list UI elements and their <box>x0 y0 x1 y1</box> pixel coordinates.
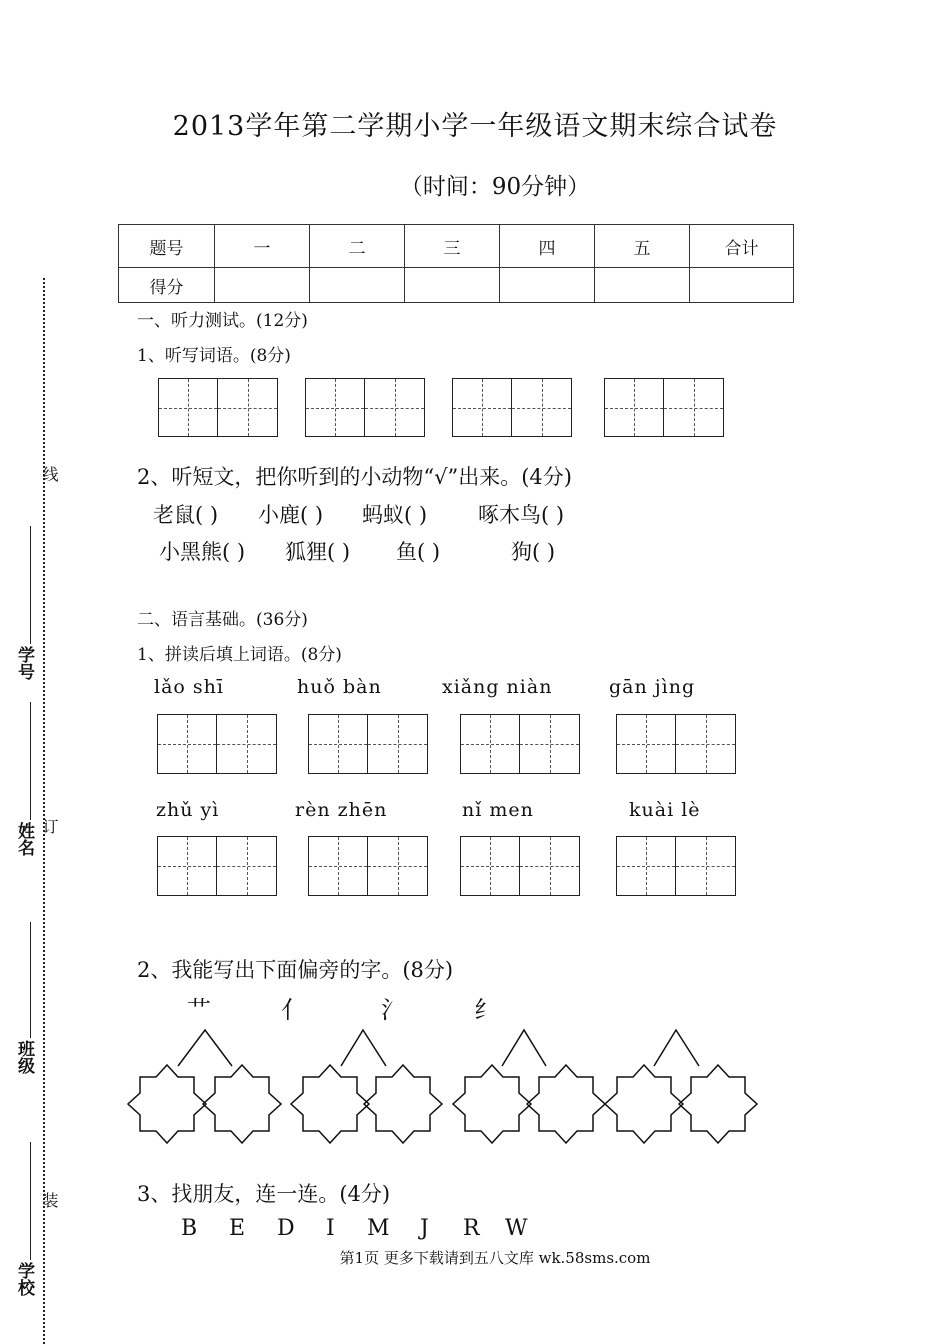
animal-option[interactable]: 狐狸( ) <box>285 540 351 564</box>
section2-q1: 1、拼读后填上词语。(8分) <box>137 645 342 665</box>
pinyin-prompt: gān jìng <box>609 676 696 698</box>
pinyin-prompt: kuài lè <box>629 799 701 821</box>
score-cell[interactable] <box>595 268 690 303</box>
score-table <box>118 224 794 303</box>
section1-title: 一、听力测试。(12分) <box>137 311 308 331</box>
school-label: 学校 <box>14 1262 34 1296</box>
pinyin-answer-grid[interactable] <box>460 836 580 896</box>
section2-q2: 2、我能写出下面偏旁的字。(8分) <box>137 958 454 982</box>
radical-label: 艹 <box>187 996 211 1024</box>
score-cell[interactable] <box>405 268 500 303</box>
letter-item[interactable]: B <box>181 1216 198 1241</box>
pinyin-prompt: huǒ bàn <box>297 676 382 698</box>
binding-mark-zhuang: 装 <box>40 1192 59 1208</box>
letter-item[interactable]: M <box>367 1216 390 1241</box>
radical-label: 氵 <box>381 996 405 1024</box>
letter-item[interactable]: I <box>326 1216 335 1241</box>
animal-option[interactable]: 蚂蚁( ) <box>362 503 428 527</box>
letter-item[interactable]: E <box>229 1216 246 1241</box>
answer-star[interactable] <box>605 1065 683 1143</box>
letter-item[interactable]: J <box>420 1216 429 1241</box>
score-header-cell: 合计 <box>690 225 794 268</box>
exam-duration: （时间：90分钟） <box>399 174 591 200</box>
binding-mark-ding: 订 <box>40 818 59 834</box>
answer-star[interactable] <box>291 1065 369 1143</box>
animal-option[interactable]: 老鼠( ) <box>153 503 219 527</box>
score-cell[interactable] <box>215 268 310 303</box>
student-name-field[interactable] <box>30 702 31 820</box>
pinyin-answer-grid[interactable] <box>460 714 580 774</box>
score-header-cell: 三 <box>405 225 500 268</box>
answer-star[interactable] <box>203 1065 281 1143</box>
pinyin-answer-grid[interactable] <box>616 714 736 774</box>
pinyin-answer-grid[interactable] <box>157 714 277 774</box>
dictation-grid[interactable] <box>305 378 425 437</box>
letter-item[interactable]: R <box>463 1216 480 1241</box>
exam-title: 2013学年第二学期小学一年级语文期末综合试卷 <box>172 111 778 142</box>
radical-branch-lines <box>178 1030 232 1066</box>
score-cell[interactable] <box>690 268 794 303</box>
section2-q3: 3、找朋友，连一连。(4分) <box>137 1182 391 1206</box>
score-header-cell: 五 <box>595 225 690 268</box>
school-field[interactable] <box>30 1142 31 1260</box>
pinyin-prompt: rèn zhēn <box>295 799 388 821</box>
pinyin-answer-grid[interactable] <box>308 836 428 896</box>
score-header-cell: 二 <box>310 225 405 268</box>
animal-option[interactable]: 小黑熊( ) <box>159 540 246 564</box>
radical-star-diagram <box>120 1020 770 1150</box>
section1-q1: 1、听写词语。(8分) <box>137 346 291 366</box>
score-header-cell: 四 <box>500 225 595 268</box>
binding-dotted-line <box>43 278 45 1344</box>
animal-option[interactable]: 狗( ) <box>511 540 556 564</box>
answer-star[interactable] <box>364 1065 442 1143</box>
radical-branch-lines <box>502 1030 546 1066</box>
letter-item[interactable]: D <box>277 1216 295 1241</box>
score-cell[interactable] <box>500 268 595 303</box>
score-cell[interactable] <box>310 268 405 303</box>
pinyin-answer-grid[interactable] <box>157 836 277 896</box>
class-field[interactable] <box>30 922 31 1038</box>
dictation-grid[interactable] <box>452 378 572 437</box>
section1-q2: 2、听短文，把你听到的小动物“√”出来。(4分) <box>137 465 572 489</box>
section2-title: 二、语言基础。(36分) <box>137 610 308 630</box>
answer-star[interactable] <box>679 1065 757 1143</box>
letter-item[interactable]: W <box>505 1216 528 1241</box>
radical-branch-lines <box>654 1030 699 1066</box>
page-footer: 第1页 更多下载请到五八文库 wk.58sms.com <box>339 1249 651 1267</box>
pinyin-prompt: xiǎng niàn <box>442 676 553 698</box>
score-header-cell: 一 <box>215 225 310 268</box>
pinyin-prompt: lǎo shī <box>154 676 224 698</box>
student-id-field[interactable] <box>30 526 31 644</box>
class-label: 班级 <box>14 1040 34 1074</box>
animal-option[interactable]: 啄木鸟( ) <box>478 503 565 527</box>
answer-star[interactable] <box>453 1065 531 1143</box>
pinyin-prompt: nǐ men <box>462 799 534 821</box>
binding-mark-xian: 线 <box>40 466 59 482</box>
dictation-grid[interactable] <box>604 378 724 437</box>
pinyin-answer-grid[interactable] <box>616 836 736 896</box>
answer-star[interactable] <box>527 1065 605 1143</box>
score-header-cell: 题号 <box>119 225 215 268</box>
pinyin-answer-grid[interactable] <box>308 714 428 774</box>
score-table-score-row <box>119 268 794 303</box>
radical-label: 纟 <box>474 996 498 1024</box>
radical-branch-lines <box>341 1030 386 1066</box>
student-id-label: 学号 <box>14 646 34 680</box>
dictation-grid[interactable] <box>158 378 278 437</box>
animal-option[interactable]: 鱼( ) <box>396 540 441 564</box>
animal-option[interactable]: 小鹿( ) <box>258 503 324 527</box>
score-row-label: 得分 <box>119 268 215 303</box>
answer-star[interactable] <box>128 1065 206 1143</box>
student-name-label: 姓名 <box>14 822 34 856</box>
radical-label: 亻 <box>281 996 305 1024</box>
pinyin-prompt: zhǔ yì <box>156 799 220 821</box>
score-table-header-row <box>119 225 794 268</box>
